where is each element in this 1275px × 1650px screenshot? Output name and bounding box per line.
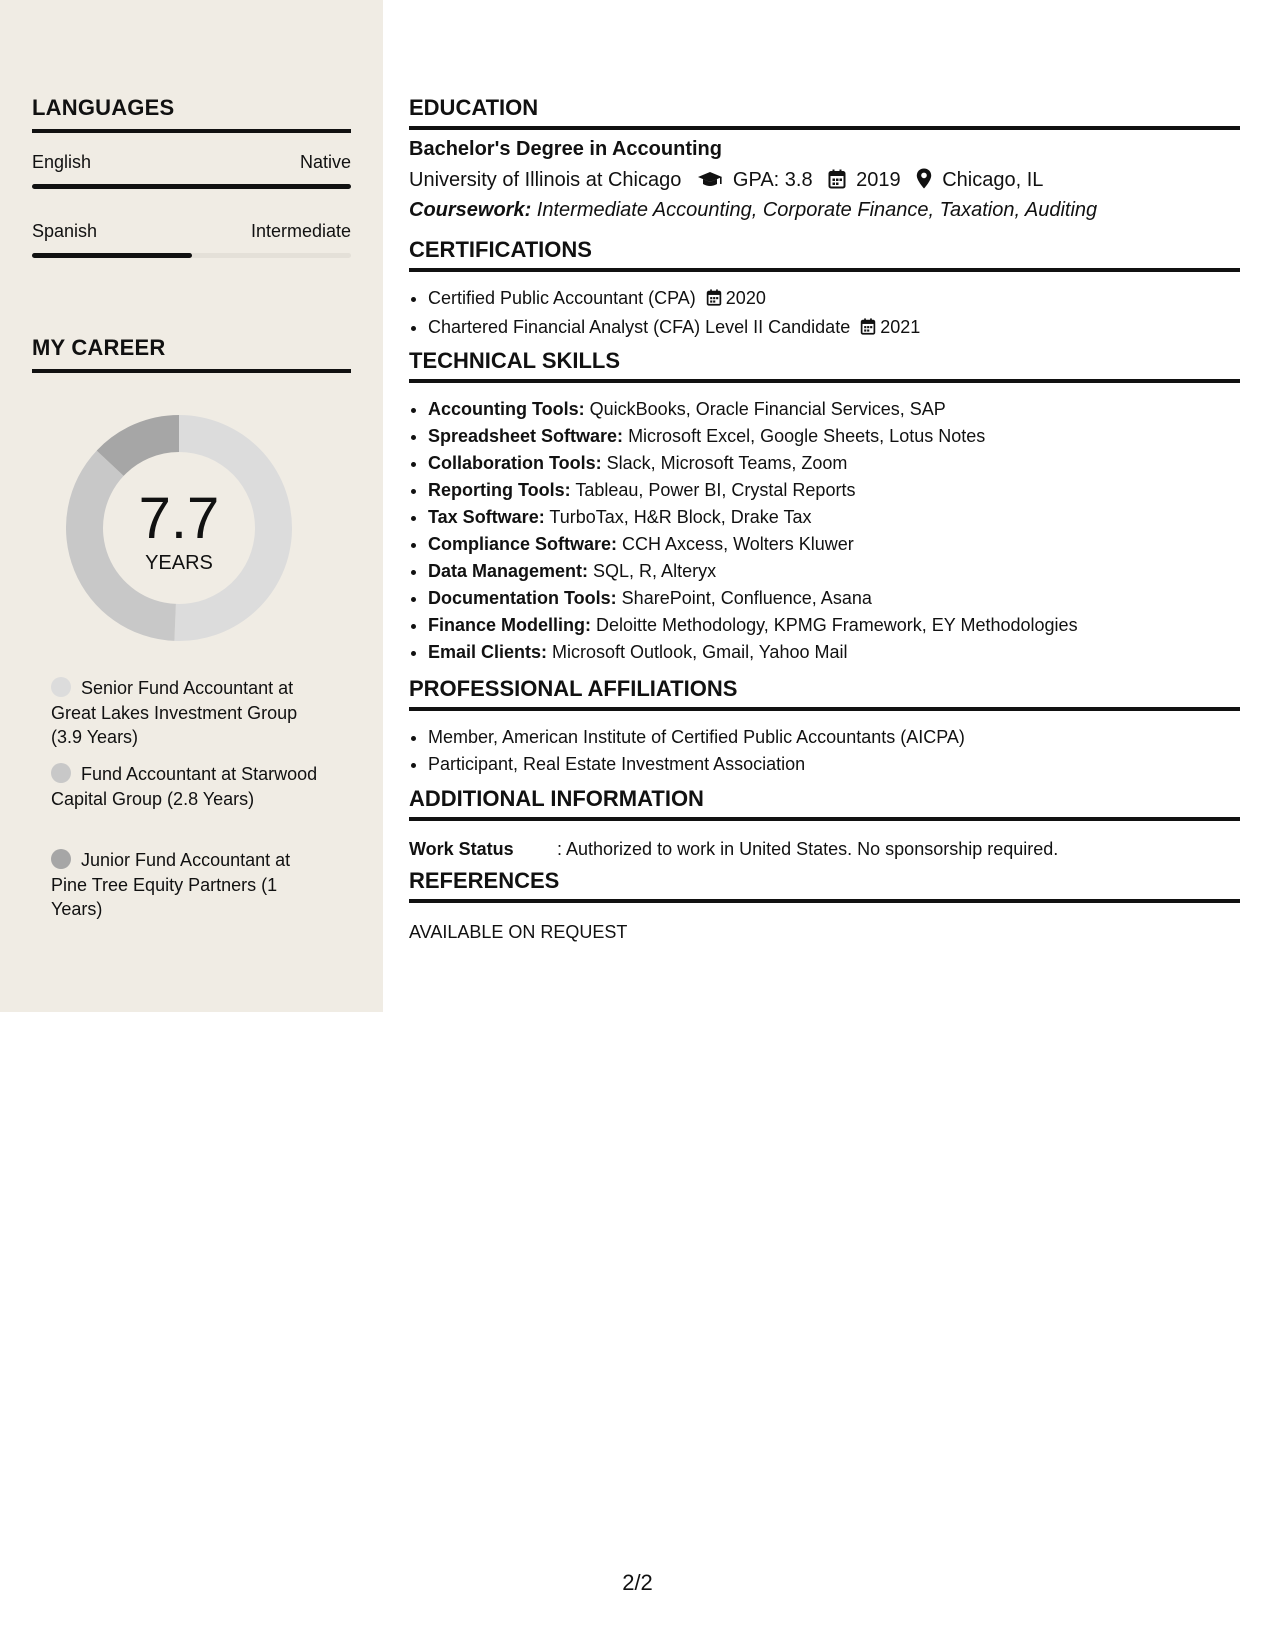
skill-value: Microsoft Excel, Google Sheets, Lotus Notes [623,426,986,446]
career-legend-item [51,762,321,811]
language-level: Intermediate [250,221,351,241]
certifications-heading: CERTIFICATIONS [409,237,1240,272]
career-donut-chart [66,415,292,641]
language-name: Spanish [32,221,98,241]
work-status-value: : Authorized to work in United States. No sponsorship required. [557,839,1059,859]
affiliations-list [409,724,1240,778]
language-item-spanish [32,221,351,242]
skill-label: Email Clients: [428,642,548,662]
list-item [428,639,1240,666]
technical-skills-list [409,396,1240,666]
list-item [428,585,1240,612]
skill-value: Microsoft Outlook, Gmail, Yahoo Mail [547,642,848,662]
additional-information-heading: ADDITIONAL INFORMATION [409,786,1240,821]
graduation-cap-icon [697,171,723,195]
skill-label: Collaboration Tools: [428,453,602,473]
career-role-label: Junior Fund Accountant at Pine Tree Equity Partners (1 Years) [51,850,291,919]
list-item [428,612,1240,639]
skill-value: Slack, Microsoft Teams, Zoom [601,453,848,473]
skill-value: QuickBooks, Oracle Financial Services, SAP [584,399,946,419]
language-name: English [32,152,92,172]
references-text: AVAILABLE ON REQUEST [409,922,628,942]
language-level: Native [299,152,351,172]
language-proficiency-bar [32,184,351,189]
list-item [428,314,1240,343]
skill-value: TurboTax, H&R Block, Drake Tax [544,507,812,527]
work-status-label: Work Status [409,839,514,859]
career-role-label: Senior Fund Accountant at Great Lakes Investment Group (3.9 Years) [51,678,298,747]
skill-label: Accounting Tools: [428,399,585,419]
location-pin-icon [916,168,932,195]
skill-label: Spreadsheet Software: [428,426,624,446]
language-proficiency-bar [32,253,351,258]
education-details [409,168,1043,195]
legend-dot [51,849,71,869]
list-item [428,531,1240,558]
affiliations-heading: PROFESSIONAL AFFILIATIONS [409,676,1240,711]
skill-value: Tableau, Power BI, Crystal Reports [570,480,856,500]
languages-heading: LANGUAGES [32,95,351,133]
skill-label: Tax Software: [428,507,545,527]
education-year: 2019 [856,169,901,191]
skill-value: SharePoint, Confluence, Asana [616,588,872,608]
career-heading: MY CAREER [32,335,351,373]
references-heading: REFERENCES [409,868,1240,903]
language-proficiency-fill [32,184,351,189]
calendar-icon [706,287,722,314]
coursework-value: Intermediate Accounting, Corporate Finance, Taxation, Auditing [531,199,1098,221]
skill-value: SQL, R, Alteryx [588,561,717,581]
education-coursework [409,199,1097,222]
page-number: 2/2 [622,1570,653,1595]
list-item [428,477,1240,504]
certification-name: Certified Public Accountant (CPA) [428,288,696,308]
skill-value: Deloitte Methodology, KPMG Framework, EY Methodologies [591,615,1078,635]
calendar-icon [860,316,876,343]
coursework-label: Coursework: [409,199,532,221]
skill-label: Reporting Tools: [428,480,571,500]
education-heading: EDUCATION [409,95,1240,130]
career-legend-item [51,676,321,750]
certifications-list [409,285,1240,343]
certification-name: Chartered Financial Analyst (CFA) Level II Candidate [428,317,851,337]
career-legend-item [51,848,321,922]
list-item [428,396,1240,423]
skill-label: Data Management: [428,561,589,581]
career-total-years: 7.7 [138,486,220,551]
education-location: Chicago, IL [942,169,1044,191]
certification-year: 2021 [880,317,921,337]
legend-dot [51,763,71,783]
legend-dot [51,677,71,697]
list-item [428,285,1240,314]
list-item: • Member, American Institute of Certified Public Accountants (AICPA) [428,724,1240,751]
work-status-row [409,839,1058,860]
education-degree: Bachelor's Degree in Accounting [409,138,722,160]
skill-label: Compliance Software: [428,534,618,554]
list-item [428,504,1240,531]
career-role-label: Fund Accountant at Starwood Capital Group (2.8 Years) [51,764,318,809]
list-item [428,423,1240,450]
language-item-english [32,152,351,173]
calendar-icon [828,169,846,195]
list-item: • Participant, Real Estate Investment Association [428,751,1240,778]
skill-value: CCH Axcess, Wolters Kluwer [617,534,854,554]
skill-label: Documentation Tools: [428,588,617,608]
technical-skills-heading: TECHNICAL SKILLS [409,348,1240,383]
list-item [428,450,1240,477]
education-school: University of Illinois at Chicago [409,169,682,191]
certification-year: 2020 [725,288,766,308]
career-total-unit: YEARS [145,552,213,574]
sidebar [0,0,383,1012]
education-gpa: GPA: 3.8 [732,169,813,191]
skill-label: Finance Modelling: [428,615,592,635]
list-item [428,558,1240,585]
language-proficiency-fill [32,253,192,258]
